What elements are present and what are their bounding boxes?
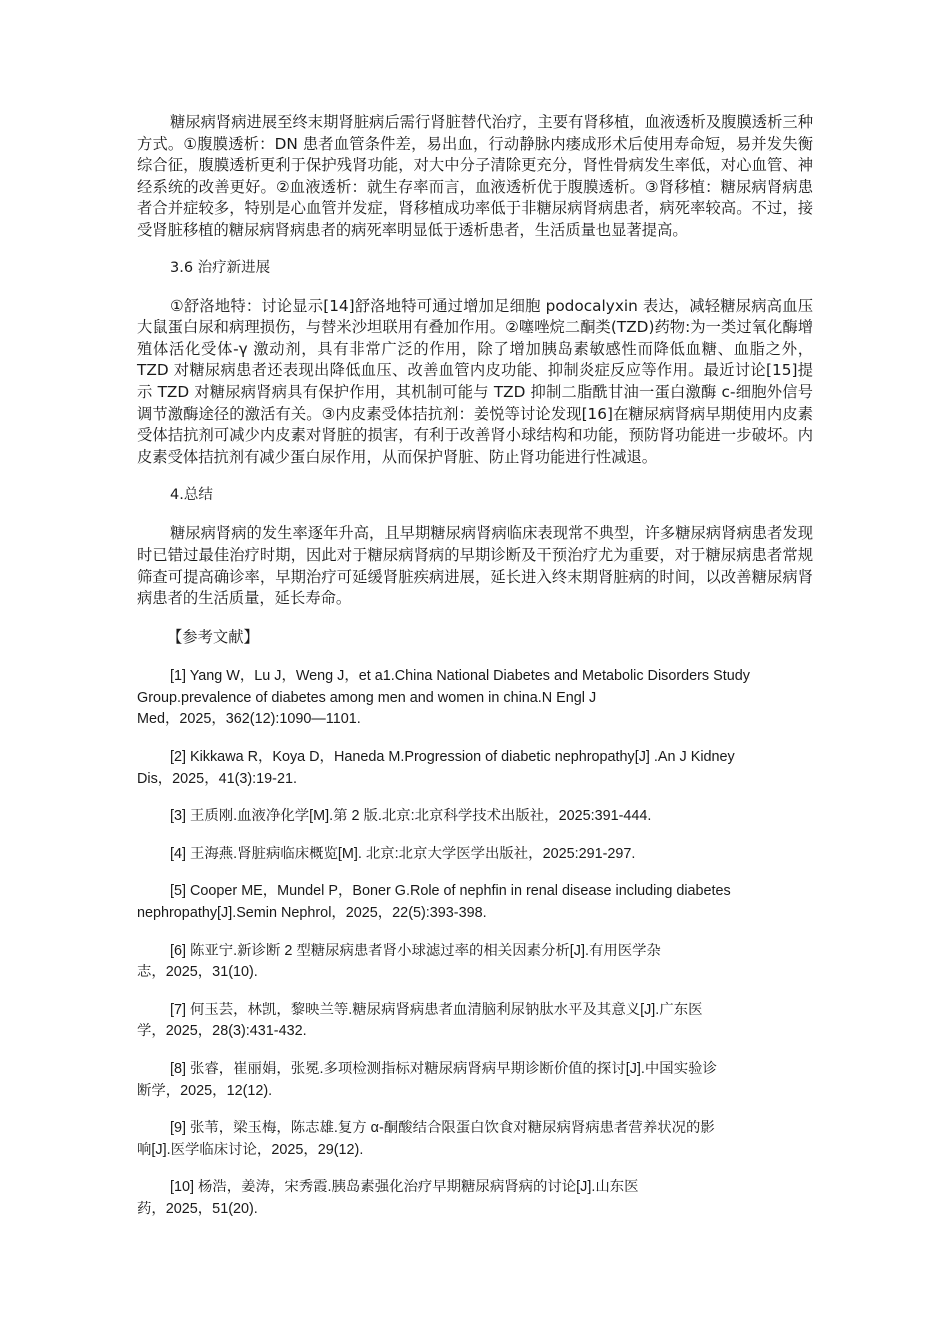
reference-item-9 (137, 1118, 813, 1161)
reference-line: [8] 张睿，崔丽娟，张冕.多项检测指标对糖尿病肾病早期诊断价值的探讨[J].中国实验诊 (170, 1061, 717, 1077)
reference-line: 学，2025，28(3):431-432. (137, 1023, 307, 1040)
reference-item-2 (137, 747, 813, 790)
reference-item-1 (137, 666, 813, 731)
reference-line: Dis，2025，41(3):19-21. (137, 770, 297, 787)
reference-item-5 (137, 881, 813, 924)
reference-line: [5] Cooper ME，Mundel P，Boner G.Role of nephfin in renal disease including diabetes (170, 883, 731, 900)
reference-item-4 (137, 844, 813, 866)
document-body (137, 112, 813, 1221)
reference-line: [7] 何玉芸，林凯，黎映兰等.糖尿病肾病患者血清脑利尿钠肽水平及其意义[J].广东医 (170, 1001, 703, 1018)
reference-line: [9] 张苇，梁玉梅，陈志雄.复方 α-酮酸结合限蛋白饮食对糖尿病肾病患者营养状况的影 (170, 1120, 715, 1137)
reference-line: [10] 杨浩，姜涛，宋秀霞.胰岛素强化治疗早期糖尿病肾病的讨论[J].山东医 (170, 1179, 639, 1196)
reference-line: [6] 陈亚宁.新诊断 2 型糖尿病患者肾小球滤过率的相关因素分析[J].有用医学杂 (170, 942, 661, 959)
paragraph-summary: 糖尿病肾病的发生率逐年升高，且早期糖尿病肾病临床表现常不典型，许多糖尿病肾病患者发现时已错过最佳治疗时期，因此对于糖尿病肾病的早期诊断及干预治疗尤为重要，对于糖尿病患者常规筛查可提高确诊率，早期治疗可延缓肾脏疾病进展，延长进入终末期肾脏病的时间，以改善糖尿病肾病患者的生活质量，延长寿命。 (137, 524, 813, 608)
reference-line: 断学，2025，12(12). (137, 1082, 273, 1099)
references-title: 【参考文献】 (167, 627, 259, 646)
reference-item-3 (137, 806, 813, 828)
paragraph-new-treatments: ①舒洛地特：讨论显示[14]舒洛地特可通过增加足细胞 podocalyxin 表达，减轻糖尿病高血压大鼠蛋白尿和病理损伤，与替米沙坦联用有叠加作用。②噻唑烷二酮类(TZD)药物:为一类过氧化酶增殖体活化受体-γ 激动剂，具有非常广泛的作用，除了增加胰岛素敏感性而降低血糖、血脂之外，TZD 对糖尿病患者还表现出降低血压、改善血管内皮功能、抑制炎症反应等作用。最近讨论[15]提示 TZD 对糖尿病肾病具有保护作用，其机制可能与 TZD 抑制二脂酰甘油一蛋白激酶 c-细胞外信号调节激酶途径的激活有关。③内皮素受体拮抗剂：姜悦等讨论发现[16]在糖尿病肾病早期使用内皮素受体拮抗剂可减少内皮素对肾脏的损害，有利于改善肾小球结构和功能，预防肾功能进一步破坏。内皮素受体拮抗剂有减少蛋白尿作用，从而保护肾脏、防止肾功能进行性减退。 (137, 296, 813, 466)
reference-line: Group.prevalence of diabetes among men and women in china.N Engl J (137, 689, 597, 706)
reference-line: 志，2025，31(10). (137, 964, 258, 981)
reference-line: [3] 王质刚.血液净化学[M].第 2 版.北京:北京科学技术出版社，2025:391-444. (170, 808, 652, 825)
reference-item-7 (137, 1000, 813, 1043)
reference-line: [4] 王海燕.肾脏病临床概览[M]. 北京:北京大学医学出版社，2025:291-297. (170, 845, 636, 862)
reference-item-10 (137, 1177, 813, 1220)
reference-line: nephropathy[J].Semin Nephrol，2025，22(5):393-398. (137, 905, 487, 922)
reference-item-8 (137, 1059, 813, 1102)
reference-line: [2] Kikkawa R，Koya D，Haneda M.Progression of diabetic nephropathy[J] .An J Kidney (170, 749, 735, 766)
reference-item-6 (137, 941, 813, 984)
reference-line: 药，2025，51(20). (137, 1200, 258, 1217)
reference-line: Med，2025，362(12):1090—1101. (137, 711, 361, 728)
paragraph-dialysis: 糖尿病肾病进展至终末期肾脏病后需行肾脏替代治疗，主要有肾移植，血液透析及腹膜透析三种方式。①腹膜透析：DN 患者血管条件差，易出血，行动静脉内瘘成形术后使用寿命短，易并发失衡综合征，腹膜透析更利于保护残肾功能，对大中分子清除更充分，肾性骨病发生率低，对心血管、神经系统的改善更好。②血液透析：就生存率而言，血液透析优于腹膜透析。③肾移植：糖尿病肾病患者合并症较多，特别是心血管并发症，肾移植成功率低于非糖尿病肾病患者，病死率较高。不过，接受肾脏移植的糖尿病肾病患者的病死率明显低于透析患者，生活质量也显著提高。 (137, 113, 813, 239)
reference-line: 响[J].医学临床讨论，2025，29(12). (137, 1141, 364, 1158)
section-heading-4: 4.总结 (170, 487, 213, 504)
reference-line: [1] Yang W，Lu J，Weng J，et a1.China National Diabetes and Metabolic Disorders Study (170, 668, 750, 685)
section-heading-3-6: 3.6 治疗新进展 (170, 259, 271, 276)
